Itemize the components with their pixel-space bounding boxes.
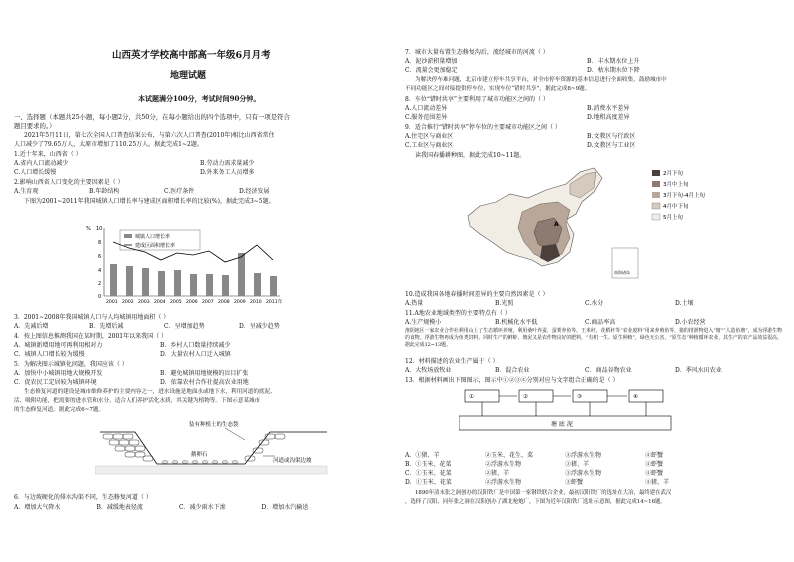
option: A.生育观 bbox=[14, 188, 39, 195]
option: D．依靠农村合作社提高农业用地 bbox=[160, 379, 249, 386]
option: A．先减后增 bbox=[14, 323, 49, 330]
question-8: 8．车位“错时共享”主要利用了城市功能区之间的（ ） bbox=[405, 96, 549, 103]
question-13: 13．根据材料画出下图图示，图示中①②③④分别对应与文字组合正确的是（ ） bbox=[405, 377, 619, 384]
option-row bbox=[405, 319, 765, 327]
bar-2006 bbox=[190, 274, 197, 296]
legend-swatch bbox=[652, 170, 660, 176]
y-unit: % bbox=[86, 226, 91, 232]
x-tick: 2002 bbox=[122, 300, 134, 305]
x-tick: 2001 bbox=[106, 300, 118, 305]
option: A．大牧场放牧业 bbox=[405, 367, 452, 374]
intro-text: 2021年5月11日，第七次全国人口普查结果公布，与第六次人口普查(2010年)相比山西省常住 bbox=[24, 132, 275, 139]
option: C．流量会更加稳定 bbox=[405, 67, 458, 74]
question-5: 5．为解决图示城镇化问题，我国应该（ ） bbox=[14, 361, 128, 368]
option: A．城镇新增用地可再利用相对力 bbox=[14, 342, 103, 349]
exam-subject: 地理试题 bbox=[170, 71, 207, 81]
option: A．加快中小城镇用地大规模开发 bbox=[14, 370, 103, 377]
option: C．呈增加趋势 bbox=[164, 323, 205, 330]
question-9: 9．适合推行“错时共享”停车位的主要城市功能区之间（ ） bbox=[405, 124, 561, 131]
option: C.服务范围差异 bbox=[405, 114, 448, 121]
option: A．泥沙淤积量增加 bbox=[405, 58, 458, 65]
legend-label: 城镇人口增长率 bbox=[135, 234, 171, 240]
option: C．促农民工定居较为城镇环境 bbox=[14, 379, 97, 386]
bar-2003 bbox=[142, 268, 149, 296]
option: C．商品谷物农业 bbox=[585, 367, 632, 374]
intro-text: ，选择了汉阳，同年张之洞在汉阳创办了湖北枪炮厂，下图为近年汉阳铁厂选址示意图，据此完成14~16题。 bbox=[405, 499, 666, 505]
x-tick: 2003 bbox=[138, 300, 150, 305]
x-tick: 2011年 bbox=[266, 300, 283, 305]
question-11: 11.A地农业地域类型的主要特点有（ ） bbox=[405, 310, 511, 317]
x-tick: 2006 bbox=[186, 300, 198, 305]
intro-text: 读我国春播耕种图，据此完成10~11题。 bbox=[415, 152, 526, 159]
question-4: 4．按上图信息推测我国在某时期，2001年以来我国（ ） bbox=[14, 333, 167, 340]
legend-label: 建成区面积增长率 bbox=[135, 243, 176, 249]
pebbles bbox=[162, 461, 238, 464]
option: A.热量 bbox=[405, 300, 424, 307]
option: B.光照 bbox=[495, 300, 514, 307]
box-label: ① bbox=[469, 394, 474, 400]
option: D.外来务工人员增多 bbox=[200, 169, 255, 176]
x-tick: 2007 bbox=[202, 300, 214, 305]
question-6: 6．与边坡硬化的排水沟渠不同，生态修复河道（ ） bbox=[14, 494, 152, 501]
option: D.经济发展 bbox=[239, 188, 270, 195]
x-ticks bbox=[106, 298, 283, 305]
option: D．季风水田农业 bbox=[675, 367, 722, 374]
section-heading-2: 题目要求的。） bbox=[14, 122, 56, 130]
intro-text: 为解决停车难问题，北京市建立停车共享平台，对全市停车资源的基本信息进行全面收集，鼓励城市中 bbox=[415, 77, 667, 83]
exam-title: 山西英才学校高中部高一年级6月月考 bbox=[112, 50, 271, 61]
bar-2008 bbox=[222, 275, 229, 296]
option-row bbox=[14, 188, 314, 196]
intro-text: 1890年清末张之洞创办的汉阳铁厂是中国第一家钢铁联合企业，最初汉阳铁厂的选址在大冶，最终建在武汉 bbox=[415, 490, 672, 496]
question-3: 3．2001~2008年我国城镇人口与人均城镇用地面积（ ） bbox=[14, 314, 170, 321]
option: B.机械化水平低 bbox=[495, 319, 538, 326]
x-tick: 2008 bbox=[218, 300, 230, 305]
pond-label: 塘 底 泥 bbox=[551, 421, 573, 428]
option: A.生产规模小 bbox=[405, 319, 442, 326]
option: C.工业区与商业区 bbox=[405, 142, 454, 149]
y-tick: 4 bbox=[98, 268, 102, 274]
question-12: 12．材料描述的农业生产属于（ ） bbox=[405, 358, 499, 365]
x-tick: 2009 bbox=[234, 300, 246, 305]
ecological-river-diagram bbox=[95, 418, 335, 480]
china-spring-sowing-map bbox=[462, 162, 712, 284]
y-tick: 6 bbox=[98, 254, 102, 260]
option: D.土壤 bbox=[675, 300, 694, 307]
option: D.文教区与工业区 bbox=[587, 142, 636, 149]
intro-text: 生态修复河道的建设是城市维修养护的主要内容之一，进水设施是地面水或地下水，利用河道的底泥、 bbox=[24, 389, 276, 395]
legend bbox=[120, 230, 200, 250]
map-marker-a: A bbox=[554, 221, 559, 228]
bar-2004 bbox=[158, 271, 165, 296]
legend-swatch bbox=[652, 203, 660, 209]
section-heading: 一、选择题（本题共25小题，每小题2分，共50分，在每小题给出的四个选项中，只有一项是符合 bbox=[14, 113, 290, 121]
option: C．城镇人口增长较为缓慢 bbox=[14, 351, 85, 358]
x-tick: 2010 bbox=[250, 300, 262, 305]
option: A.人口流动差异 bbox=[405, 105, 448, 112]
legend-label: 3月下旬-4月上旬 bbox=[663, 193, 705, 199]
option: B.劳动力需求量减少 bbox=[200, 160, 255, 167]
question-1: 1.近十年来，山西省（ ） bbox=[14, 151, 82, 158]
bars bbox=[110, 253, 277, 296]
map-legend bbox=[652, 169, 705, 221]
option: D.地租高度差异 bbox=[587, 114, 630, 121]
x-tick: 2005 bbox=[170, 300, 182, 305]
option: D．大量农村人口迁入城镇 bbox=[160, 351, 231, 358]
inset-label: 南海诸岛 bbox=[614, 270, 630, 275]
ground bbox=[95, 466, 327, 474]
region-5-early bbox=[570, 172, 596, 198]
option: B．避免城镇用地规模的盲目扩张 bbox=[160, 370, 249, 377]
box-label: ② bbox=[523, 394, 528, 400]
intro-text: 下图为2001~2011年我国城镇人口增长率与建成区面积增长率的比较(%)，据此完成3~5题。 bbox=[24, 198, 275, 205]
option: A.住宅区与商业区 bbox=[405, 133, 454, 140]
option-row bbox=[14, 323, 314, 331]
question-10: 10.造成我国各地春播时间差异的主要自然因素是（ ） bbox=[405, 291, 549, 298]
cycle-arrows bbox=[482, 396, 646, 416]
option-row bbox=[14, 504, 344, 512]
y-tick: 8 bbox=[98, 240, 102, 246]
option: D.小农经营 bbox=[675, 319, 706, 326]
option: B.文教区与行政区 bbox=[587, 133, 636, 140]
intro-text: 活、吸附功能，把需要的进水管和水分，适合人们养护活化水质，其关键为植物等。下图示意某城市 bbox=[14, 398, 261, 404]
option: B.消费水平差异 bbox=[587, 105, 630, 112]
legend-label: 3月中上旬 bbox=[663, 182, 689, 188]
option: C.人口增长缓慢 bbox=[14, 169, 57, 176]
option: C.水分 bbox=[585, 300, 604, 307]
legend-label: 4月中下旬 bbox=[663, 204, 689, 210]
answer-row-c: C．①玉米、花菜 ②猪、羊 ③浮游水生物 ④虾蟹 bbox=[405, 470, 664, 477]
diagram-label: 装有种植土的生态袋 bbox=[189, 422, 239, 428]
bar-2001 bbox=[110, 264, 117, 296]
legend-swatch bbox=[652, 192, 660, 198]
diagram-label: 鹅卵石 bbox=[191, 452, 208, 458]
ecological-cycle-diagram bbox=[459, 386, 719, 446]
question-7: 7．城市大量布置生态修复沟后，流经城市的河流（ ） bbox=[405, 49, 549, 56]
box-label: ④ bbox=[633, 394, 638, 400]
diagram-label: 河道或沟渠边坡 bbox=[273, 458, 312, 464]
option: D．呈减少趋势 bbox=[239, 323, 280, 330]
y-tick: 0 bbox=[98, 294, 102, 300]
bar-2007 bbox=[206, 274, 213, 296]
bar-2011 bbox=[270, 276, 277, 296]
option: C.商品率高 bbox=[585, 319, 616, 326]
y-axis bbox=[86, 226, 104, 300]
option: C.医疗条件 bbox=[164, 188, 195, 195]
legend-swatch bbox=[652, 214, 660, 220]
legend-label: 5月上旬 bbox=[663, 215, 683, 221]
intro-text: 的生态修复河道，据此完成6~7题。 bbox=[14, 407, 105, 413]
bar-2005 bbox=[174, 270, 181, 296]
legend-swatch bbox=[652, 181, 660, 187]
option-row bbox=[405, 300, 765, 308]
option: A.省内人口流动减少 bbox=[14, 160, 69, 167]
option: B．混合农业 bbox=[495, 367, 530, 374]
intro-paragraph: 淮阴地区一家农业合作社利用山上了生态循环养殖，利用桑叶养蚕，蚕粪养鱼等，王米秆，花稻秆等“农业废料”用来养殖鱼等，猪的排泄物进入“塘”“人造鱼塘”，成为浮游生物的食物。浮游生物再成为鱼类饲料，同时生产的鲜虾，塘泥又是农作物良好的肥料，“有机一生、原生种植”，绿色无公害，“原生态”种植循环农业，其生产的农产品效益很高。据此完成12~13题。 bbox=[405, 328, 782, 349]
option: B．减缓地表径流 bbox=[96, 504, 143, 511]
option: B．先增后减 bbox=[89, 323, 124, 330]
answer-row-d: D．①玉米、花菜 ②浮游水生物 ③虾蟹 ④猪、羊 bbox=[405, 479, 670, 486]
option: A．增加大气降水 bbox=[14, 504, 61, 511]
option: B．丰水期水位上升 bbox=[587, 58, 640, 65]
option: B．乡村人口数量持续减少 bbox=[160, 342, 231, 349]
option: C．减少雨水下渗 bbox=[179, 504, 226, 511]
legend-swatch-bar bbox=[124, 234, 132, 238]
intro-text: 不同功能区之间对接提供停车位，实现车位“错时共享”，据此完成8~9题。 bbox=[405, 86, 591, 92]
option: B.年龄结构 bbox=[89, 188, 120, 195]
x-tick: 2004 bbox=[154, 300, 166, 305]
bar-2009 bbox=[238, 253, 245, 296]
option: D．枯水期水位下降 bbox=[587, 67, 640, 74]
exam-info: 本试题满分100分，考试时间90分钟。 bbox=[138, 94, 261, 103]
bar-2010 bbox=[254, 273, 261, 296]
legend-label: 2月下旬 bbox=[663, 171, 683, 177]
y-tick: 2 bbox=[98, 281, 102, 287]
box-label: ③ bbox=[577, 394, 582, 400]
intro-text: 人口减少了79.65万人，太原市增加了110.25万人。据此完成1~2题。 bbox=[14, 141, 203, 148]
answer-row-a: A．①猪、羊 ②玉米、花生、菜 ③浮游水生物 ④虾蟹 bbox=[405, 452, 664, 459]
bar-2002 bbox=[126, 266, 133, 296]
option: D．增加水汽输送 bbox=[261, 504, 309, 511]
option-row bbox=[405, 367, 765, 375]
answer-row-b: B．①玉米、花菜 ②浮游水生物 ③猪、羊 ④虾蟹 bbox=[405, 461, 664, 468]
y-tick: 10 bbox=[96, 226, 103, 232]
question-2: 2.影响山西省人口变化的主要因素是（ ） bbox=[14, 179, 124, 186]
urbanization-chart bbox=[80, 208, 290, 308]
